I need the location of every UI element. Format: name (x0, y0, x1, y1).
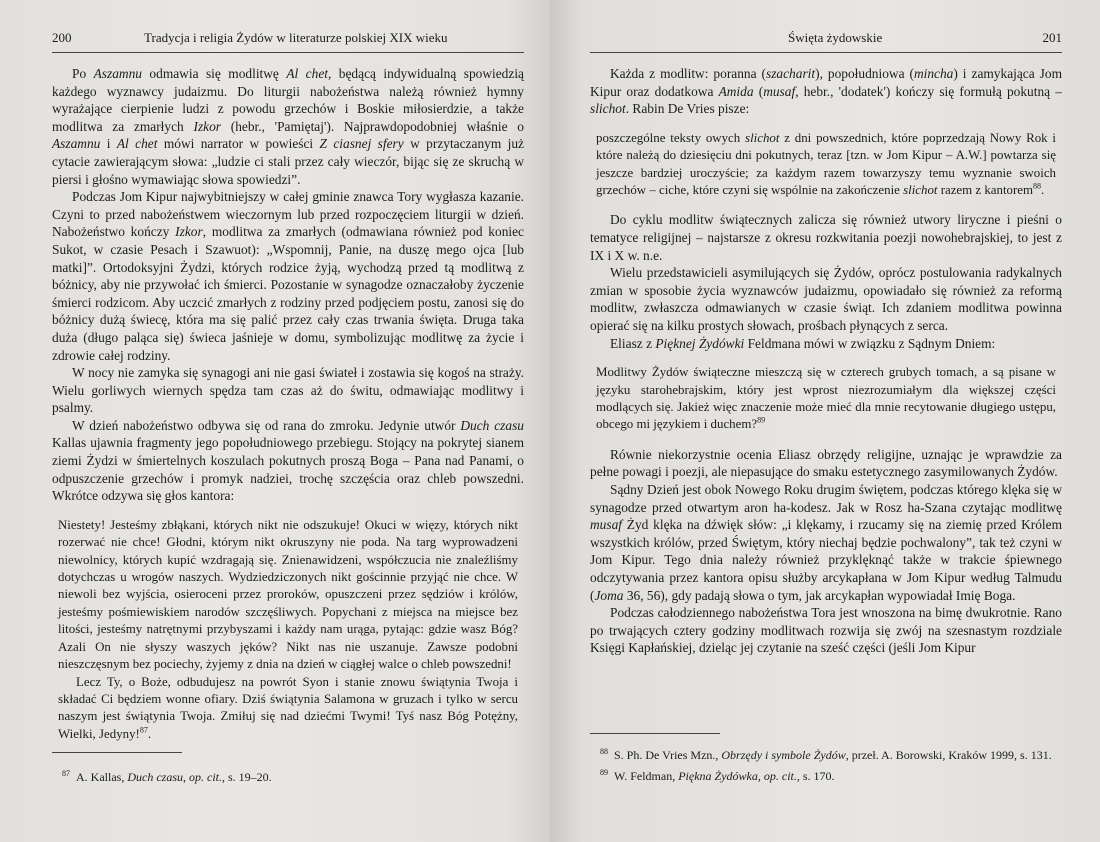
italic-term: Duch czasu (460, 417, 524, 433)
italic-term: slichot (903, 183, 938, 197)
footnote: $^{87}$ A. Kallas, Duch czasu, op. cit., s. 19–20. (62, 769, 272, 784)
running-title: Tradycja i religia Żydów w literaturze polskiej XIX wieku (144, 30, 448, 45)
paragraph: Równie niekorzystnie ocenia Eliasz obrzędy religijne, uznając je wprawdzie za pełne powagi i poezji, ale niepasujące do smaku estetycznego zasymilowanych Żydów. (590, 446, 1062, 480)
paragraph: Podczas całodziennego nabożeństwa Tora jest wnoszona na bimę dwukrotnie. Rano po trwających cztery godziny modlitwach rozwija się zwój na szesnastym rozdziale Księgi Kapłańskiej, dzieląc jej czytanie na sześć części (jeśli Jom Kipur (590, 605, 1062, 656)
paragraph: Niestety! Jesteśmy zbłąkani, których nikt nie odszukuje! Okuci w więzy, których nikt rozerwać nie chce! Głodni, którym nikt okruszyny nie poda. Na targ wyprowadzeni niewolnicy, których kupić wzdragają się. Znienawidzeni, współczucia nie znaleźliśmy dotychczas u wrogów naszych. Wydziedziczonych nikt gościnnie przyjąć nie chce. W niewoli bez wyjścia, osieroceni przez proroków, opuszczeni przez sędziów i królów, jesteśmy pośmiewiskiem narodów szczęśliwych. Popychani z miejsca na miejsce bez litości, jesteśmy natrętnymi przybyszami i każdy nam urąga, pytając: gdzie wasz Bóg? Azali On nie słyszy waszych jęków? Nikt nas nie uszanuje. Zawsze podobni nieszczęsnym bez pociechy, żyjemy z dnia na dzień w ciągłej walce o chleb powszedni! (58, 517, 518, 672)
italic-term: Aszamnu (93, 66, 142, 81)
italic-term: szacharit (766, 66, 816, 81)
paragraphs (590, 211, 1062, 352)
running-title: Święta żydowskie (788, 30, 883, 45)
italic-term: Izkor (175, 224, 203, 240)
paragraph: Modlitwy Żydów świąteczne mieszczą się w czterech grubych tomach, a są pisane w języku starohebrajskim, który jest wprost niezrozumiałym dla większej części modlących się. Jakież więc znaczenie może mieć dla mnie recytowanie długiego ustępu, obcego mi językiem i duchem?$^{89}$ (596, 365, 1056, 432)
header-rule (52, 52, 524, 53)
italic-term: Piękna Żydówka (678, 769, 758, 783)
left-header (52, 30, 524, 52)
paragraph: Podczas Jom Kipur najwybitniejszy w całej gminie znawca Tory wygłasza kazanie. Czyni to przed nabożeństwem wieczornym lub przed rozpoczęciem liturgii w dzień. Nabożeństwo kończy Izkor, modlitwa za zmarłych (odmawiana również pod koniec Sukot, w czasie Pesach i Szawuot): „Wspomnij, Panie, na duszę mego ojca [lub matki]”. Ortodoksyjni Żydzi, których rodzice żyją, wychodzą przed tą modlitwą z bóżnicy, aby nie przywołać ich śmierci. Pozostanie w synagodze oznaczałoby życzenie śmierci rodzicom. Aby uczcić zmarłych z rodziny przed podjęciem postu, zanosi się do bóżnicy dużą świecę, która ma się palić przez cały czas trwania święta. Druga taka duża (długo paląca się) świeca jaśnieje w domu, symbolizując modlitwę za życie i zdrowie całej rodziny. (52, 189, 525, 363)
right-page (550, 0, 1100, 842)
footnote-number: 89 (600, 768, 608, 777)
italic-term: Al chet (116, 136, 158, 152)
right-header (590, 30, 1062, 52)
footnote-ref: 88 (1033, 181, 1042, 191)
italic-term: musaf (763, 83, 796, 99)
italic-term: musaf (590, 517, 622, 533)
italic-term: op. cit. (189, 770, 222, 784)
page-number: 201 (1042, 30, 1062, 45)
footnote-ref: 89 (757, 416, 766, 426)
paragraph: W nocy nie zamyka się synagogi ani nie gasi świateł i zostawia się kogoś na straży. Wielu gorliwych wiernych spędza tam czas aż do świtu, odmawiając modlitwy i psalmy. (52, 365, 524, 416)
footnotes (52, 766, 522, 787)
paragraph: Lecz Ty, o Boże, odbudujesz na powrót Syon i stanie znowu świątynia Twoja i składać Ci będziem wonne ofiary. Dziś świątynia Salamona w gruzach i tylko w sercu naszym jest świątynia Twoja. Zmiłuj się nad dziećmi Twymi! Tyś nasz Bóg Potężny, Wielki, Jedyny!$^{87}$. (58, 674, 518, 741)
paragraphs (590, 446, 1062, 657)
italic-term: mincha (913, 66, 954, 81)
paragraphs (590, 65, 1062, 118)
footnote-ref: 87 (139, 725, 148, 735)
paragraph: Sądny Dzień jest obok Nowego Roku drugim świętem, podczas którego klęka się w synagodze przed otwartym aron ha-kodesz. Jak w Rosz ha-Szana czytając modlitwę musaf Żyd klęka na dźwięk słów: „i klękamy, i rzucamy się na ziemię przed Królem wszystkich królów, przed Świętym, który niechaj będzie pochwalony”, tak też czyni w Jom Kipur. Tego dnia należy również przyklęknąć także w trakcie śpiewnego odczytywania przez kantora opisu służby arcykapłana w Jom Kipur według Talmudu (Joma 36, 56), gdy padają słowa o tym, jak arcykapłan wypowiadał Imię Boga. (590, 481, 1062, 603)
italic-term: Al chet (286, 66, 328, 81)
header-rule (590, 52, 1062, 53)
italic-term: Izkor (193, 118, 222, 134)
paragraph: Eliasz z Pięknej Żydówki Feldmana mówi w związku z Sądnym Dniem: (610, 335, 996, 351)
footnote-number: 88 (600, 747, 608, 756)
paragraph: W dzień nabożeństwo odbywa się od rana do zmroku. Jedynie utwór Duch czasu Kallas ujawnia fragmenty jego popołudniowego przebiegu. Stojący na pokrytej sianem ziemi Żydzi w śmiertelnych koszulach pokutnych proszą Boga – Pana nad Panami, o odpuszczenie grzechów i promyk nadziei, trochę szczęścia oraz chleb powszedni. Wkrótce odzywa się głos kantora: (52, 417, 524, 504)
italic-term: op. cit. (763, 769, 797, 783)
italic-term: Duch czasu (127, 770, 183, 784)
paragraph: Każda z modlitw: poranna (szacharit), popołudniowa (mincha) i zamykająca Jom Kipur oraz dodatkowa Amida (musaf, hebr., 'dodatek') kończy się formułą pokutną – slichot. Rabin De Vries pisze: (590, 66, 1062, 117)
page-number: 200 (52, 30, 72, 45)
footnote: $^{88}$ S. Ph. De Vries Mzn., Obrzędy i symbole Żydów, przeł. A. Borowski, Kraków 1999, s. 131. (600, 747, 1052, 762)
italic-term: slichot (745, 130, 780, 145)
block-quote (58, 517, 518, 743)
italic-term: Pięknej Żydówki (655, 335, 745, 351)
italic-term: slichot (590, 101, 626, 117)
paragraph: Po Aszamnu odmawia się modlitwę Al chet, będącą indywidualną spowiedzią każdego wyznawcy judaizmu. Do liturgii nabożeństwa należą również hymny wyrażające cierpienie ludzi z powodu grzechów i Boskie miłosierdzie, a także modlitwa za zmarłych Izkor (hebr., 'Pamiętaj'). Najprawdopodobniej właśnie o Aszamnu i Al chet mówi narrator w powieści Z ciasnej sfery w przytaczanym już cytacie zawierającym słowa: „ludzie ci stali przez cały wieczór, bijąc się ze skruchą w piersi i głośno wymawiając słowa spowiedzi”. (52, 66, 525, 187)
italic-term: Aszamnu (52, 136, 101, 152)
paragraph: Wielu przedstawicieli asymilujących się Żydów, oprócz postulowania radykalnych zmian w sposobie życia wyznawców judaizmu, opowiadało się również za reformą modlitw, zwłaszcza odmawianych w czasie świąt. Ich zdaniem modlitwa powinna opierać się na kilku prostych słowach, prośbach płynących z serca. (590, 265, 1062, 333)
footnote: $^{89}$ W. Feldman, Piękna Żydówka, op. cit., s. 170. (600, 768, 835, 783)
footnotes (590, 744, 1062, 786)
block-quote (596, 364, 1056, 434)
italic-term: Joma (594, 587, 624, 603)
italic-term: Z ciasnej sfery (319, 136, 404, 152)
footnote-rule (590, 733, 720, 734)
footnote-rule (52, 752, 182, 753)
body-text (52, 65, 524, 743)
footnote-number: 87 (62, 769, 70, 778)
paragraphs (52, 65, 524, 505)
italic-term: Obrzędy i symbole Żydów (721, 748, 846, 762)
block-quote (596, 130, 1056, 200)
paragraph: poszczególne teksty owych slichot z dni powszednich, które poprzedzają Nowy Rok i które należą do dziesięciu dni pokutnych, teraz [tzn. w Jom Kipur – A.W.] powtarza się jeszcze bardziej uroczyście; za każdym razem towarzyszy temu wyznanie swoich grzechów – ciche, które czyni się wspólnie na zakończenie slichot razem z kantorem$^{88}$. (596, 130, 1056, 197)
paragraph: Do cyklu modlitw świątecznych zalicza się również utwory liryczne i pieśni o tematyce religijnej – najstarsze z okresu rozkwitania poezji nowohebrajskiej, to jest z IX i X w. n.e. (590, 212, 1062, 263)
italic-term: Amida (718, 83, 754, 99)
body-text (590, 65, 1062, 657)
